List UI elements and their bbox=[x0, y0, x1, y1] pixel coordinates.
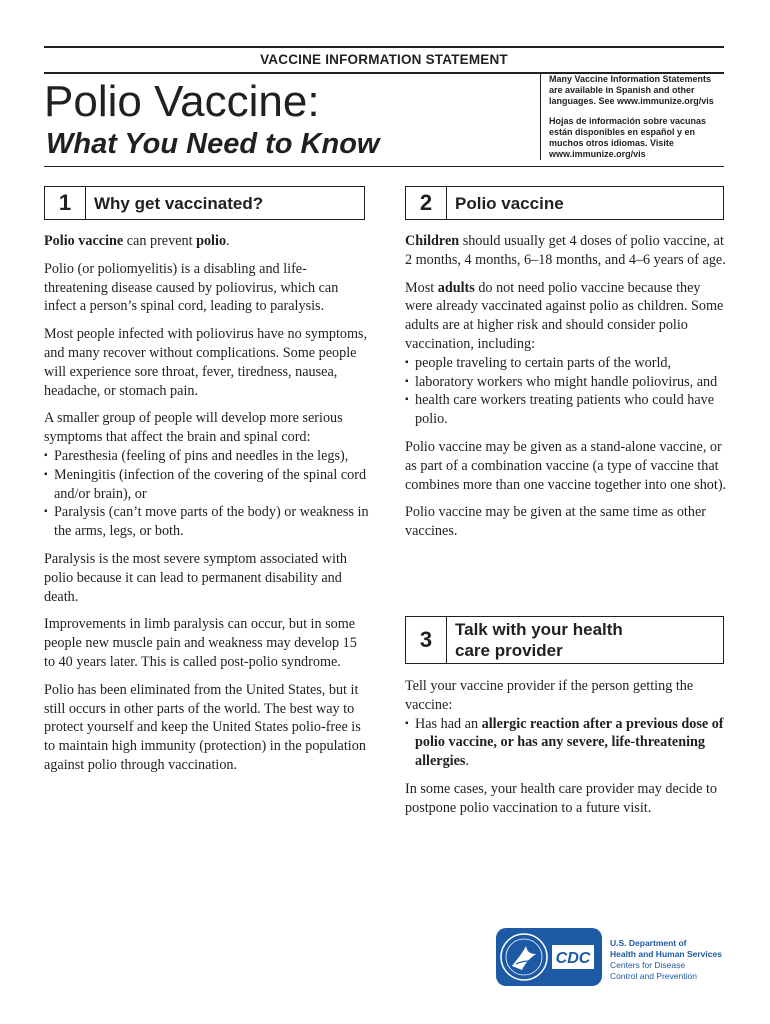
section-1-intro bbox=[44, 232, 369, 251]
section-1-paragraph: Polio has been eliminated from the United States, but it still occurs in other parts of the world. The best way to protect yourself and keep the United States polio-free is to maintain high immunity (protection) in the population against polio through vaccination. bbox=[44, 681, 366, 773]
section-2-adults bbox=[405, 279, 730, 354]
section-1-paragraph: Most people infected with poliovirus have no symptoms, and many recover without complications. Some people will experience sore throat, fever, tiredness, nausea, headache, or stomach pain. bbox=[44, 326, 368, 399]
page-subtitle: What You Need to Know bbox=[46, 128, 380, 160]
language-notice-spanish: Hojas de información sobre vacunas están disponibles en español y en muchos otros idiomas. Visite www.immunize.org/vis bbox=[549, 116, 707, 159]
section-1-body bbox=[44, 232, 369, 784]
section-1-paragraph: Polio (or poliomyelitis) is a disabling and life-threatening disease caused by poliovirus, which can infect a person’s spinal cord, leading to paralysis. bbox=[44, 260, 339, 315]
language-notice-english: Many Vaccine Information Statements are available in Spanish and other languages. See www.immunize.org/vis bbox=[549, 74, 714, 106]
section-2-title: Polio vaccine bbox=[455, 193, 564, 213]
intro-bold-polio-vaccine: Polio vaccine bbox=[44, 233, 124, 249]
section-3-header bbox=[405, 616, 724, 664]
adults-text-start: Most bbox=[405, 279, 438, 296]
intro-bold-polio: polio bbox=[196, 233, 227, 249]
list-item: ▪ Meningitis (infection of the covering of the spinal cord and/or brain), or bbox=[44, 466, 369, 504]
intro-text: can prevent bbox=[123, 233, 197, 249]
list-item: ▪ Paralysis (can’t move parts of the body) or weakness in the arms, legs, or both. bbox=[44, 503, 369, 541]
list-item: ▪ people traveling to certain parts of the world, bbox=[405, 354, 730, 373]
section-2-children bbox=[405, 232, 730, 270]
section-2-number: 2 bbox=[406, 187, 447, 219]
section-3-paragraph: Tell your vaccine provider if the person getting the vaccine: bbox=[405, 678, 694, 713]
risk-group-list bbox=[405, 354, 730, 429]
cdc-logo-text: CDC bbox=[555, 950, 591, 967]
adults-text: do not need polio vaccine because they were already vaccinated against polio as children. Some adults are at higher risk and should consider polio vaccination, including: bbox=[405, 279, 724, 352]
list-item-bold: allergic reaction after a previous dose of polio vaccine, or has any severe, life-threatening allergies bbox=[415, 715, 724, 770]
language-notice bbox=[540, 74, 724, 160]
section-1-title: Why get vaccinated? bbox=[94, 193, 264, 213]
agency-line-1: U.S. Department of bbox=[610, 938, 687, 948]
agency-line-2: Health and Human Services bbox=[610, 949, 722, 959]
provider-list bbox=[405, 715, 730, 771]
header-bottom-rule bbox=[44, 166, 724, 167]
top-rule bbox=[44, 46, 724, 48]
section-3-number: 3 bbox=[406, 617, 447, 663]
hhs-cdc-logo bbox=[496, 928, 602, 986]
symptom-list bbox=[44, 447, 369, 541]
hhs-eagle-icon bbox=[496, 928, 602, 986]
section-3-title-line-1: Talk with your health bbox=[455, 620, 623, 639]
section-3-title bbox=[447, 617, 623, 663]
statement-label: VACCINE INFORMATION STATEMENT bbox=[260, 52, 508, 67]
agency-line-4: Control and Prevention bbox=[610, 971, 697, 981]
section-2-body bbox=[405, 232, 730, 550]
list-item: ▪ laboratory workers who might handle poliovirus, and bbox=[405, 373, 730, 392]
children-text: should usually get 4 doses of polio vaccine, at 2 months, 4 months, 6–18 months, and 4–6 years of age. bbox=[405, 233, 726, 268]
section-1-paragraph: A smaller group of people will develop more serious symptoms that affect the brain and spinal cord: bbox=[44, 410, 343, 446]
section-2-paragraph: Polio vaccine may be given at the same time as other vaccines. bbox=[405, 504, 706, 540]
section-2-paragraph: Polio vaccine may be given as a stand-alone vaccine, or as part of a combination vaccine (a type of vaccine that combines more than one vaccine together into one shot). bbox=[405, 438, 727, 493]
list-item: ▪ Paresthesia (feeling of pins and needles in the legs), bbox=[44, 447, 369, 466]
list-item-text: Has had an bbox=[415, 715, 482, 732]
list-item: ▪ health care workers treating patients who could have polio. bbox=[405, 391, 730, 429]
list-item bbox=[405, 715, 730, 771]
section-1-paragraph: Improvements in limb paralysis can occur, but in some people new muscle pain and weakness may develop 15 to 40 years later. This is called post-polio syndrome. bbox=[44, 616, 357, 670]
intro-period: . bbox=[226, 233, 230, 249]
section-1-paragraph: Paralysis is the most severe symptom associated with polio because it can lead to permanent disability and death. bbox=[44, 550, 348, 605]
adults-bold: adults bbox=[437, 279, 475, 296]
agency-line-3: Centers for Disease bbox=[610, 960, 686, 970]
section-2-header bbox=[405, 186, 724, 220]
list-item-period: . bbox=[465, 753, 469, 770]
section-1-header bbox=[44, 186, 365, 220]
section-3-title-line-2: care provider bbox=[455, 641, 563, 660]
section-3-paragraph: In some cases, your health care provider may decide to postpone polio vaccination to a future visit. bbox=[405, 780, 718, 816]
section-1-number: 1 bbox=[45, 187, 86, 219]
agency-credit bbox=[610, 938, 722, 982]
children-bold: Children bbox=[405, 233, 460, 249]
page-title: Polio Vaccine: bbox=[44, 77, 320, 126]
section-3-body bbox=[405, 677, 730, 827]
